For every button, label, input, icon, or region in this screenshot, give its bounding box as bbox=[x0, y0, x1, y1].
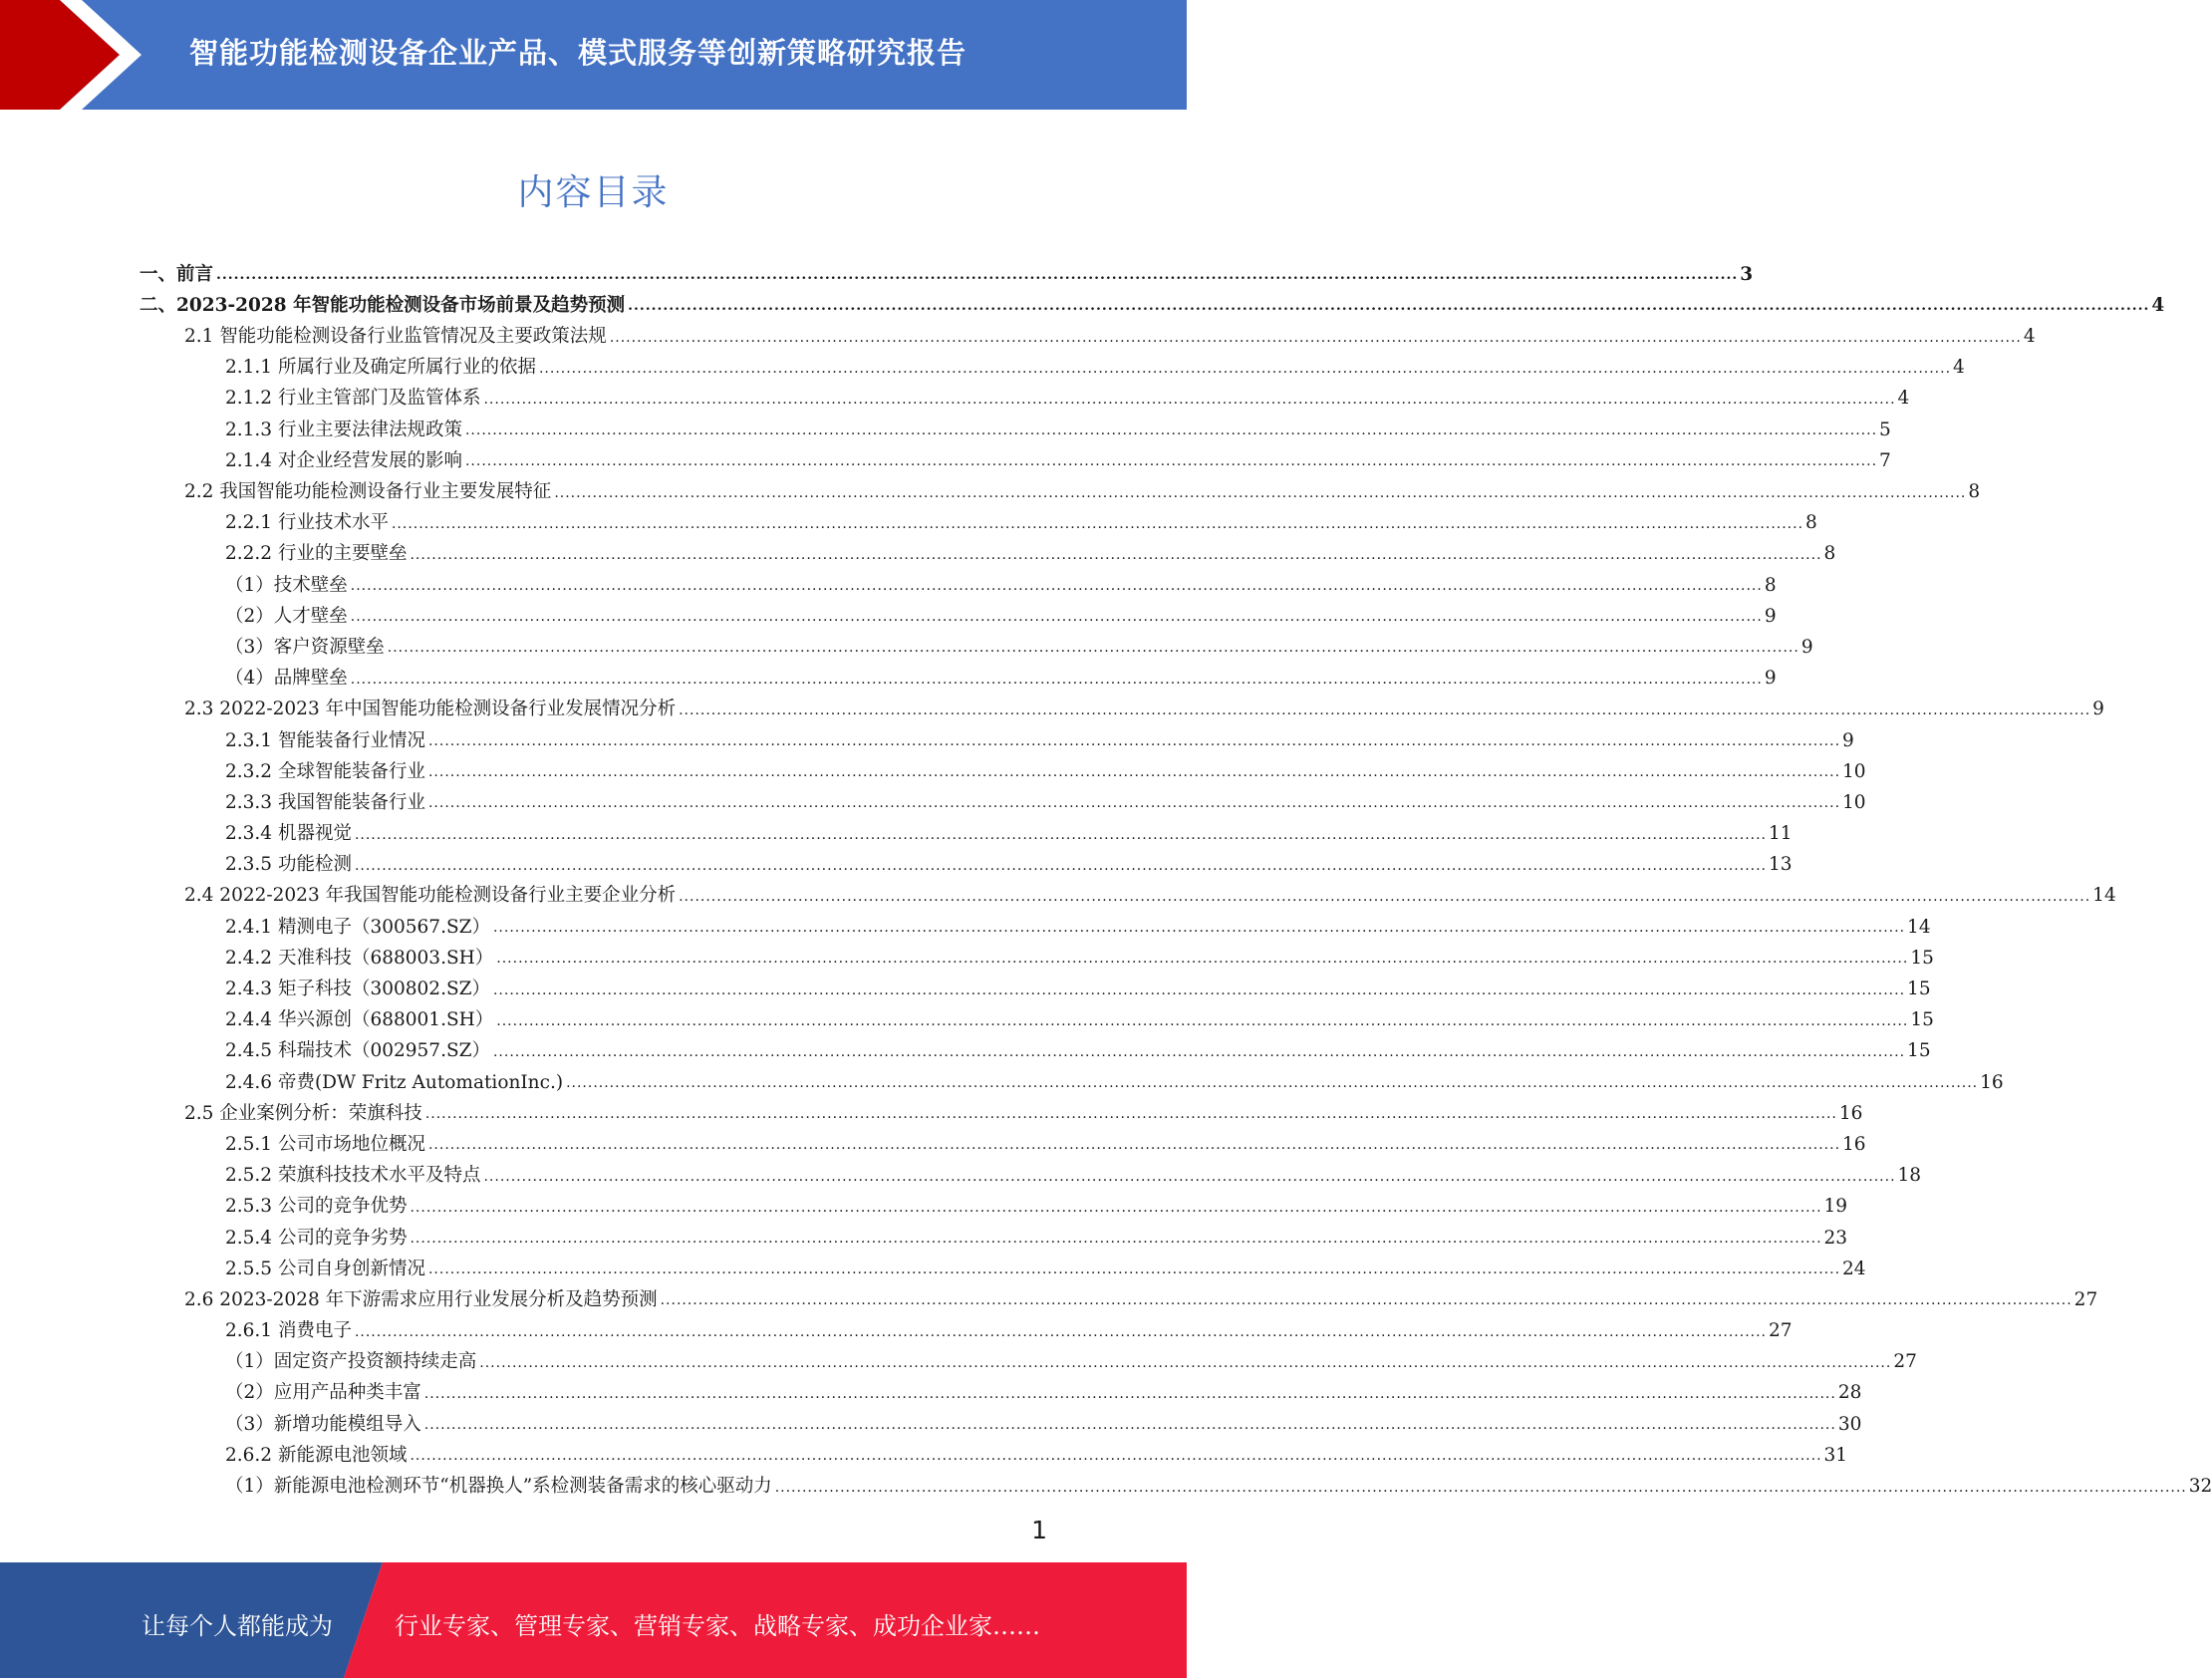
toc-entry-page: 3 bbox=[1740, 263, 1754, 285]
toc-entry-label: （3）客户资源壁垒 bbox=[225, 636, 385, 658]
toc-entry-label: 2.3.2 全球智能装备行业 bbox=[225, 760, 425, 782]
toc-entry-page: 4 bbox=[2151, 294, 2165, 316]
toc-entry[interactable] bbox=[139, 533, 1836, 565]
toc-entry-label: 2.3.4 机器视觉 bbox=[225, 823, 352, 845]
toc-entry[interactable] bbox=[139, 1123, 1866, 1155]
toc-entry[interactable] bbox=[139, 1030, 1931, 1062]
toc-entry[interactable] bbox=[139, 284, 2165, 316]
dot-leader: .................................................................................................................................................................................................................................................................... bbox=[410, 1231, 1822, 1247]
toc-entry-label: （4）品牌壁垒 bbox=[225, 668, 348, 690]
toc-entry-page: 15 bbox=[1907, 1040, 1931, 1062]
dot-leader: .................................................................................................................................................................................................................................................................... bbox=[387, 640, 1799, 657]
dot-leader: .................................................................................................................................................................................................................................................................... bbox=[483, 391, 1896, 408]
toc-entry-page: 9 bbox=[1800, 636, 1813, 658]
dot-leader: .................................................................................................................................................................................................................................................................... bbox=[628, 298, 2150, 315]
dot-leader: .................................................................................................................................................................................................................................................................... bbox=[554, 484, 1967, 501]
toc-entry[interactable] bbox=[139, 750, 1866, 782]
toc-entry-page: 8 bbox=[1823, 543, 1836, 565]
toc-entry-label: 2.5.5 公司自身创新情况 bbox=[225, 1258, 425, 1279]
toc-entry-page: 5 bbox=[1879, 419, 1891, 440]
dot-leader: .................................................................................................................................................................................................................................................................... bbox=[427, 733, 1841, 749]
toc-entry-label: 2.3.1 智能装备行业情况 bbox=[225, 729, 425, 751]
dot-leader: .................................................................................................................................................................................................................................................................... bbox=[216, 267, 1739, 284]
page-number: 1 bbox=[1031, 1516, 1047, 1544]
toc-entry-page: 10 bbox=[1842, 791, 1866, 813]
dot-leader: .................................................................................................................................................................................................................................................................... bbox=[492, 920, 1906, 937]
footer-slogan: 让每个人都能成为 bbox=[141, 1612, 333, 1640]
toc-entry[interactable] bbox=[139, 470, 1981, 502]
toc-entry-page: 9 bbox=[1842, 729, 1854, 751]
toc-entry-label: 2.1.1 所属行业及确定所属行业的依据 bbox=[225, 357, 536, 379]
toc-entry-label: 2.3.5 功能检测 bbox=[225, 854, 352, 876]
toc-entry[interactable] bbox=[139, 781, 1866, 813]
dot-leader: .................................................................................................................................................................................................................................................................... bbox=[774, 1479, 2187, 1496]
dot-leader: .................................................................................................................................................................................................................................................................... bbox=[483, 1168, 1896, 1185]
toc-entry[interactable] bbox=[139, 875, 2116, 907]
dot-leader: .................................................................................................................................................................................................................................................................... bbox=[391, 515, 1804, 532]
toc-entry-page: 16 bbox=[1980, 1071, 2004, 1093]
toc-entry-page: 32 bbox=[2188, 1476, 2212, 1497]
toc-entry-label: 2.6.1 消费电子 bbox=[225, 1320, 352, 1342]
dot-leader: .................................................................................................................................................................................................................................................................... bbox=[354, 826, 1768, 843]
toc-entry-label: 一、前言 bbox=[139, 263, 214, 285]
toc-entry-page: 8 bbox=[1968, 481, 1981, 502]
toc-entry[interactable] bbox=[139, 1217, 1848, 1249]
dot-leader: .................................................................................................................................................................................................................................................................... bbox=[424, 1106, 1837, 1123]
toc-entry[interactable] bbox=[139, 812, 1793, 845]
dot-leader: .................................................................................................................................................................................................................................................................... bbox=[660, 1292, 2073, 1309]
toc-entry-page: 24 bbox=[1842, 1258, 1866, 1279]
toc-entry-label: （1）固定资产投资额持续走高 bbox=[225, 1351, 477, 1373]
toc-entry-page: 4 bbox=[1953, 357, 1965, 379]
toc-entry-label: （3）新增功能模组导入 bbox=[225, 1413, 421, 1435]
dot-leader: .................................................................................................................................................................................................................................................................... bbox=[609, 329, 2022, 346]
toc-entry[interactable] bbox=[139, 1434, 1848, 1466]
dot-leader: .................................................................................................................................................................................................................................................................... bbox=[410, 1448, 1822, 1465]
toc-entry[interactable] bbox=[139, 1154, 1922, 1187]
dot-leader: .................................................................................................................................................................................................................................................................... bbox=[354, 1323, 1768, 1340]
footer-tagline: 行业专家、管理专家、营销专家、战略专家、成功企业家…… bbox=[395, 1612, 1040, 1640]
dot-leader: .................................................................................................................................................................................................................................................................... bbox=[350, 578, 1763, 595]
toc-entry[interactable] bbox=[139, 1061, 2004, 1093]
toc-entry-label: 2.4.6 帝费(DW Fritz AutomationInc.) bbox=[225, 1071, 564, 1093]
chevron-arrow-icon bbox=[0, 0, 159, 110]
dot-leader: .................................................................................................................................................................................................................................................................... bbox=[492, 981, 1906, 998]
dot-leader: .................................................................................................................................................................................................................................................................... bbox=[679, 701, 2091, 718]
toc-entry-page: 4 bbox=[1897, 388, 1910, 410]
toc-entry-page: 27 bbox=[1769, 1320, 1793, 1342]
toc-entry-page: 23 bbox=[1823, 1227, 1848, 1249]
dot-leader: .................................................................................................................................................................................................................................................................... bbox=[427, 764, 1841, 781]
report-title: 智能功能检测设备企业产品、模式服务等创新策略研究报告 bbox=[189, 36, 968, 70]
toc-entry[interactable] bbox=[139, 689, 2104, 720]
toc-entry[interactable] bbox=[139, 1341, 1917, 1373]
toc-entry[interactable] bbox=[139, 1092, 1863, 1124]
dot-leader: .................................................................................................................................................................................................................................................................... bbox=[479, 1354, 1892, 1371]
toc-entry-page: 4 bbox=[2023, 326, 2036, 348]
toc-entry[interactable] bbox=[139, 968, 1931, 999]
toc-entry-page: 15 bbox=[1907, 979, 1931, 999]
toc-entry-page: 14 bbox=[1907, 916, 1931, 938]
toc-entry-page: 9 bbox=[2092, 699, 2104, 720]
toc-entry[interactable] bbox=[139, 999, 1934, 1031]
dot-leader: .................................................................................................................................................................................................................................................................... bbox=[423, 1417, 1836, 1434]
footer-banner bbox=[0, 1562, 1187, 1678]
toc-entry-label: 2.2.2 行业的主要壁垒 bbox=[225, 543, 408, 565]
toc-entry-page: 15 bbox=[1910, 1009, 1934, 1031]
toc-entry-label: （1）技术壁垒 bbox=[225, 574, 348, 596]
toc-entry[interactable] bbox=[139, 564, 1777, 596]
toc-entry-label: 2.2 我国智能功能检测设备行业主要发展特征 bbox=[184, 481, 552, 502]
toc-entry-label: 2.5.3 公司的竞争优势 bbox=[225, 1196, 408, 1218]
toc-entry-label: （2）应用产品种类丰富 bbox=[225, 1382, 421, 1404]
toc-entry-label: 二、2023-2028 年智能功能检测设备市场前景及趋势预测 bbox=[139, 294, 626, 316]
toc-entry[interactable] bbox=[139, 1465, 2212, 1497]
toc-entry-label: 2.4.2 天准科技（688003.SH） bbox=[225, 947, 494, 969]
toc-entry-page: 27 bbox=[1893, 1351, 1917, 1373]
toc-entry[interactable] bbox=[139, 253, 1754, 285]
dot-leader: .................................................................................................................................................................................................................................................................... bbox=[410, 1199, 1822, 1216]
toc-entry-label: 2.5.1 公司市场地位概况 bbox=[225, 1133, 425, 1155]
toc-entry-label: 2.3 2022-2023 年中国智能功能检测设备行业发展情况分析 bbox=[184, 699, 677, 720]
toc-entry-page: 28 bbox=[1837, 1382, 1862, 1404]
dot-leader: .................................................................................................................................................................................................................................................................... bbox=[566, 1075, 1979, 1092]
toc-entry-label: 2.6 2023-2028 年下游需求应用行业发展分析及趋势预测 bbox=[184, 1288, 658, 1310]
dot-leader: .................................................................................................................................................................................................................................................................... bbox=[350, 609, 1763, 626]
dot-leader: .................................................................................................................................................................................................................................................................... bbox=[464, 453, 1878, 470]
toc-entry-page: 9 bbox=[1764, 668, 1777, 690]
toc-entry-page: 11 bbox=[1769, 823, 1793, 845]
dot-leader: .................................................................................................................................................................................................................................................................... bbox=[427, 1261, 1841, 1278]
toc-entry[interactable] bbox=[139, 347, 1965, 379]
dot-leader: .................................................................................................................................................................................................................................................................... bbox=[538, 360, 1952, 377]
toc-entry[interactable] bbox=[139, 409, 1891, 440]
toc-entry-page: 9 bbox=[1764, 605, 1777, 627]
dot-leader: .................................................................................................................................................................................................................................................................... bbox=[492, 1043, 1906, 1060]
toc-heading: 内容目录 bbox=[517, 172, 670, 213]
dot-leader: .................................................................................................................................................................................................................................................................... bbox=[464, 422, 1878, 439]
toc-entry-label: 2.1.4 对企业经营发展的影响 bbox=[225, 449, 462, 471]
toc-entry-label: 2.2.1 行业技术水平 bbox=[225, 512, 389, 534]
toc-entry-page: 31 bbox=[1823, 1444, 1848, 1466]
toc-entry[interactable] bbox=[139, 315, 2036, 348]
toc-entry[interactable] bbox=[139, 906, 1931, 938]
toc-entry-label: 2.1.3 行业主要法律法规政策 bbox=[225, 419, 462, 440]
toc-entry-page: 30 bbox=[1837, 1413, 1862, 1435]
toc-entry[interactable] bbox=[139, 657, 1777, 690]
toc-entry-page: 16 bbox=[1838, 1102, 1863, 1124]
toc-entry[interactable] bbox=[139, 439, 1891, 471]
dot-leader: .................................................................................................................................................................................................................................................................... bbox=[354, 857, 1768, 874]
toc-entry[interactable] bbox=[139, 1186, 1848, 1218]
toc-entry[interactable] bbox=[139, 502, 1817, 534]
toc-entry-page: 16 bbox=[1842, 1133, 1866, 1155]
toc-entry[interactable] bbox=[139, 1403, 1862, 1435]
toc-entry-label: 2.4.5 科瑞技术（002957.SZ） bbox=[225, 1040, 490, 1062]
dot-leader: .................................................................................................................................................................................................................................................................... bbox=[350, 671, 1763, 688]
toc-entry-page: 13 bbox=[1769, 854, 1793, 876]
dot-leader: .................................................................................................................................................................................................................................................................... bbox=[427, 795, 1841, 812]
toc-entry[interactable] bbox=[139, 719, 1854, 751]
dot-leader: .................................................................................................................................................................................................................................................................... bbox=[496, 1012, 1909, 1029]
toc-entry-label: 2.5 企业案例分析：荣旗科技 bbox=[184, 1102, 422, 1124]
toc-entry[interactable] bbox=[139, 378, 1910, 410]
toc-entry-label: 2.5.2 荣旗科技技术水平及特点 bbox=[225, 1165, 481, 1187]
toc-entry[interactable] bbox=[139, 1372, 1862, 1404]
toc-entry-page: 10 bbox=[1842, 760, 1866, 782]
toc-entry-page: 8 bbox=[1764, 574, 1777, 596]
toc-entry[interactable] bbox=[139, 626, 1813, 658]
toc-entry[interactable] bbox=[139, 1309, 1793, 1342]
header-banner bbox=[0, 0, 1187, 110]
dot-leader: .................................................................................................................................................................................................................................................................... bbox=[423, 1385, 1836, 1402]
toc-entry-label: （1）新能源电池检测环节“机器换人”系检测装备需求的核心驱动力 bbox=[225, 1476, 772, 1497]
toc-entry-label: 2.4.3 矩子科技（300802.SZ） bbox=[225, 979, 490, 999]
toc-entry-page: 19 bbox=[1823, 1196, 1848, 1218]
toc-entry-label: 2.6.2 新能源电池领域 bbox=[225, 1444, 408, 1466]
toc-entry-label: 2.1.2 行业主管部门及监管体系 bbox=[225, 388, 481, 410]
toc-entry-label: 2.1 智能功能检测设备行业监管情况及主要政策法规 bbox=[184, 326, 607, 348]
toc-entry[interactable] bbox=[139, 937, 1934, 969]
toc-entry-label: 2.4 2022-2023 年我国智能功能检测设备行业主要企业分析 bbox=[184, 885, 677, 907]
dot-leader: .................................................................................................................................................................................................................................................................... bbox=[427, 1137, 1841, 1154]
toc-entry[interactable] bbox=[139, 595, 1777, 627]
toc-entry-page: 18 bbox=[1897, 1165, 1922, 1187]
toc-entry-label: 2.4.4 华兴源创（688001.SH） bbox=[225, 1009, 494, 1031]
toc-entry-page: 8 bbox=[1805, 512, 1817, 534]
toc-entry-label: （2）人才壁垒 bbox=[225, 605, 348, 627]
toc-entry-page: 27 bbox=[2074, 1288, 2098, 1310]
table-of-contents bbox=[139, 253, 2212, 1497]
toc-entry-page: 15 bbox=[1910, 947, 1934, 969]
dot-leader: .................................................................................................................................................................................................................................................................... bbox=[410, 546, 1822, 563]
toc-entry-page: 14 bbox=[2092, 885, 2116, 907]
dot-leader: .................................................................................................................................................................................................................................................................... bbox=[496, 951, 1909, 968]
toc-entry[interactable] bbox=[139, 844, 1793, 876]
toc-entry-page: 7 bbox=[1879, 449, 1891, 471]
toc-entry-label: 2.5.4 公司的竞争劣势 bbox=[225, 1227, 408, 1249]
dot-leader: .................................................................................................................................................................................................................................................................... bbox=[679, 888, 2091, 905]
toc-entry[interactable] bbox=[139, 1248, 1866, 1279]
toc-entry-label: 2.4.1 精测电子（300567.SZ） bbox=[225, 916, 490, 938]
toc-entry[interactable] bbox=[139, 1278, 2098, 1310]
toc-entry-label: 2.3.3 我国智能装备行业 bbox=[225, 791, 425, 813]
